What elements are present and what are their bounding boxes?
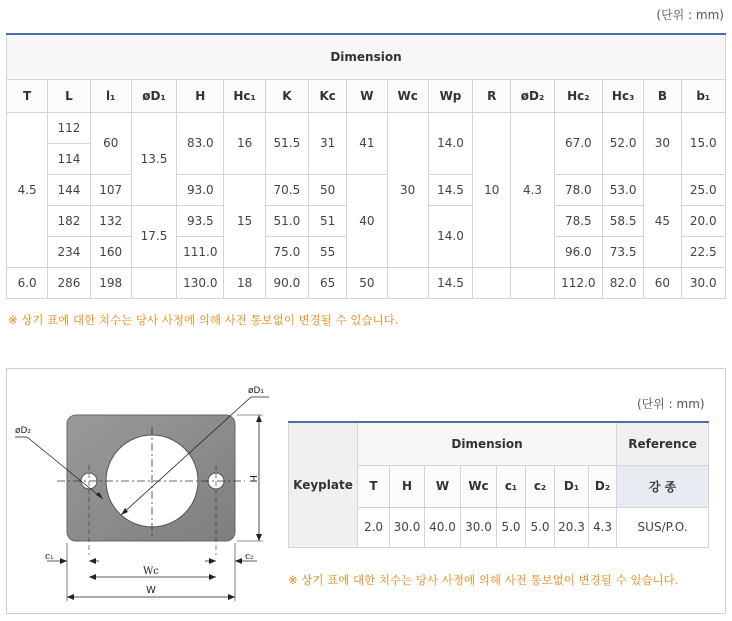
table-cell: 70.5 bbox=[265, 174, 308, 205]
col-header: K bbox=[265, 79, 308, 112]
table-cell bbox=[131, 267, 176, 298]
keyplate-reference-title: Reference bbox=[617, 422, 709, 465]
label-h: H bbox=[247, 475, 258, 483]
table-cell: 60 bbox=[90, 112, 131, 174]
col-header: B bbox=[644, 79, 681, 112]
col-header: R bbox=[473, 79, 511, 112]
label-d2: øD₂ bbox=[15, 426, 32, 436]
keyplate-dimension-title: Dimension bbox=[358, 422, 617, 465]
table-cell: 50 bbox=[309, 174, 347, 205]
col-header: Hc₂ bbox=[554, 79, 602, 112]
kp-material-header: 강 종 bbox=[617, 465, 709, 507]
kp-col-header: T bbox=[358, 465, 390, 507]
table-cell: 53.0 bbox=[603, 174, 644, 205]
kp-cell: 4.3 bbox=[589, 507, 617, 547]
table-cell: 93.5 bbox=[177, 205, 224, 236]
col-header: Wc bbox=[387, 79, 428, 112]
table-cell: 67.0 bbox=[554, 112, 602, 174]
kp-col-header: c₁ bbox=[497, 465, 526, 507]
table-cell: 234 bbox=[48, 236, 90, 267]
table-cell: 73.5 bbox=[603, 236, 644, 267]
label-w: W bbox=[146, 585, 156, 596]
label-wc: Wc bbox=[143, 566, 159, 577]
col-header: Hc₃ bbox=[603, 79, 644, 112]
label-c1: c₁ bbox=[45, 552, 54, 562]
table-cell: 15.0 bbox=[681, 112, 725, 174]
table-cell: 55 bbox=[309, 236, 347, 267]
table-cell: 51 bbox=[309, 205, 347, 236]
kp-cell: 40.0 bbox=[425, 507, 461, 547]
kp-col-header: D₁ bbox=[555, 465, 589, 507]
table-cell: 90.0 bbox=[265, 267, 308, 298]
table-title: Dimension bbox=[7, 34, 726, 79]
col-header: Wp bbox=[428, 79, 472, 112]
table-cell: 16 bbox=[224, 112, 265, 174]
label-c2: c₂ bbox=[245, 552, 254, 562]
table-cell: 198 bbox=[90, 267, 131, 298]
kp-cell: 5.0 bbox=[497, 507, 526, 547]
col-header: øD₁ bbox=[131, 79, 176, 112]
col-header: T bbox=[7, 79, 48, 112]
kp-cell: 5.0 bbox=[526, 507, 555, 547]
table-cell: 112 bbox=[48, 112, 90, 143]
table-cell: 111.0 bbox=[177, 236, 224, 267]
table-cell: 4.3 bbox=[511, 112, 554, 267]
table-cell: 52.0 bbox=[603, 112, 644, 174]
table-cell: 82.0 bbox=[603, 267, 644, 298]
table-cell: 20.0 bbox=[681, 205, 725, 236]
table-cell: 6.0 bbox=[7, 267, 48, 298]
kp-cell: 30.0 bbox=[390, 507, 425, 547]
table-cell: 50 bbox=[347, 267, 387, 298]
table-cell: 144 bbox=[48, 174, 90, 205]
table-cell: 60 bbox=[644, 267, 681, 298]
unit-label: (단위 : mm) bbox=[656, 8, 724, 22]
keyplate-notice-text: ※ 상기 표에 대한 치수는 당사 사정에 의해 사전 통보없이 변경될 수 있습니다. bbox=[288, 573, 679, 587]
keyplate-table bbox=[288, 421, 709, 548]
kp-col-header: c₂ bbox=[526, 465, 555, 507]
kp-cell: 2.0 bbox=[358, 507, 390, 547]
table-cell: 17.5 bbox=[131, 205, 176, 267]
table-cell: 40 bbox=[347, 174, 387, 267]
table-cell: 10 bbox=[473, 112, 511, 267]
table-cell: 13.5 bbox=[131, 112, 176, 205]
table-cell: 14.5 bbox=[428, 174, 472, 205]
table-cell: 41 bbox=[347, 112, 387, 174]
kp-col-header: Wc bbox=[461, 465, 497, 507]
table-cell: 51.5 bbox=[265, 112, 308, 174]
col-header: øD₂ bbox=[511, 79, 554, 112]
col-header: l₁ bbox=[90, 79, 131, 112]
table-cell: 93.0 bbox=[177, 174, 224, 205]
table-cell bbox=[387, 267, 428, 298]
table-cell: 22.5 bbox=[681, 236, 725, 267]
table-cell: 30 bbox=[387, 112, 428, 267]
kp-material-cell: SUS/P.O. bbox=[617, 507, 709, 547]
table-cell: 107 bbox=[90, 174, 131, 205]
table-cell bbox=[511, 267, 554, 298]
table-cell: 30.0 bbox=[681, 267, 725, 298]
kp-cell: 30.0 bbox=[461, 507, 497, 547]
table-cell: 286 bbox=[48, 267, 90, 298]
table-cell: 78.0 bbox=[554, 174, 602, 205]
col-header: L bbox=[48, 79, 90, 112]
table-cell: 182 bbox=[48, 205, 90, 236]
table-cell bbox=[473, 267, 511, 298]
kp-col-header: H bbox=[390, 465, 425, 507]
table-cell: 14.5 bbox=[428, 267, 472, 298]
table-cell: 18 bbox=[224, 267, 265, 298]
table-cell: 14.0 bbox=[428, 205, 472, 267]
table-cell: 112.0 bbox=[554, 267, 602, 298]
keyplate-drawing bbox=[7, 369, 277, 613]
table-cell: 160 bbox=[90, 236, 131, 267]
label-d1: øD₁ bbox=[248, 386, 265, 396]
table-cell: 130.0 bbox=[177, 267, 224, 298]
col-header: Kc bbox=[309, 79, 347, 112]
dimension-table bbox=[6, 33, 726, 299]
table-cell: 132 bbox=[90, 205, 131, 236]
table-cell: 30 bbox=[644, 112, 681, 174]
table-cell: 83.0 bbox=[177, 112, 224, 174]
keyplate-section bbox=[6, 368, 726, 614]
col-header: Hc₁ bbox=[224, 79, 265, 112]
row-label-keyplate: Keyplate bbox=[289, 422, 358, 547]
table-cell: 58.5 bbox=[603, 205, 644, 236]
col-header: H bbox=[177, 79, 224, 112]
table-cell: 65 bbox=[309, 267, 347, 298]
table-cell: 45 bbox=[644, 174, 681, 267]
table-cell: 51.0 bbox=[265, 205, 308, 236]
table-cell: 75.0 bbox=[265, 236, 308, 267]
table-cell: 78.5 bbox=[554, 205, 602, 236]
col-header: W bbox=[347, 79, 387, 112]
notice-text: ※ 상기 표에 대한 치수는 당사 사정에 의해 사전 통보없이 변경될 수 있습니다. bbox=[8, 313, 399, 327]
table-cell: 14.0 bbox=[428, 112, 472, 174]
kp-cell: 20.3 bbox=[555, 507, 589, 547]
kp-col-header: W bbox=[425, 465, 461, 507]
col-header: b₁ bbox=[681, 79, 725, 112]
table-cell: 114 bbox=[48, 143, 90, 174]
table-cell: 96.0 bbox=[554, 236, 602, 267]
table-cell: 15 bbox=[224, 174, 265, 267]
table-cell: 4.5 bbox=[7, 112, 48, 267]
table-cell: 31 bbox=[309, 112, 347, 174]
kp-col-header: D₂ bbox=[589, 465, 617, 507]
keyplate-unit-label: (단위 : mm) bbox=[637, 397, 705, 411]
table-cell: 25.0 bbox=[681, 174, 725, 205]
